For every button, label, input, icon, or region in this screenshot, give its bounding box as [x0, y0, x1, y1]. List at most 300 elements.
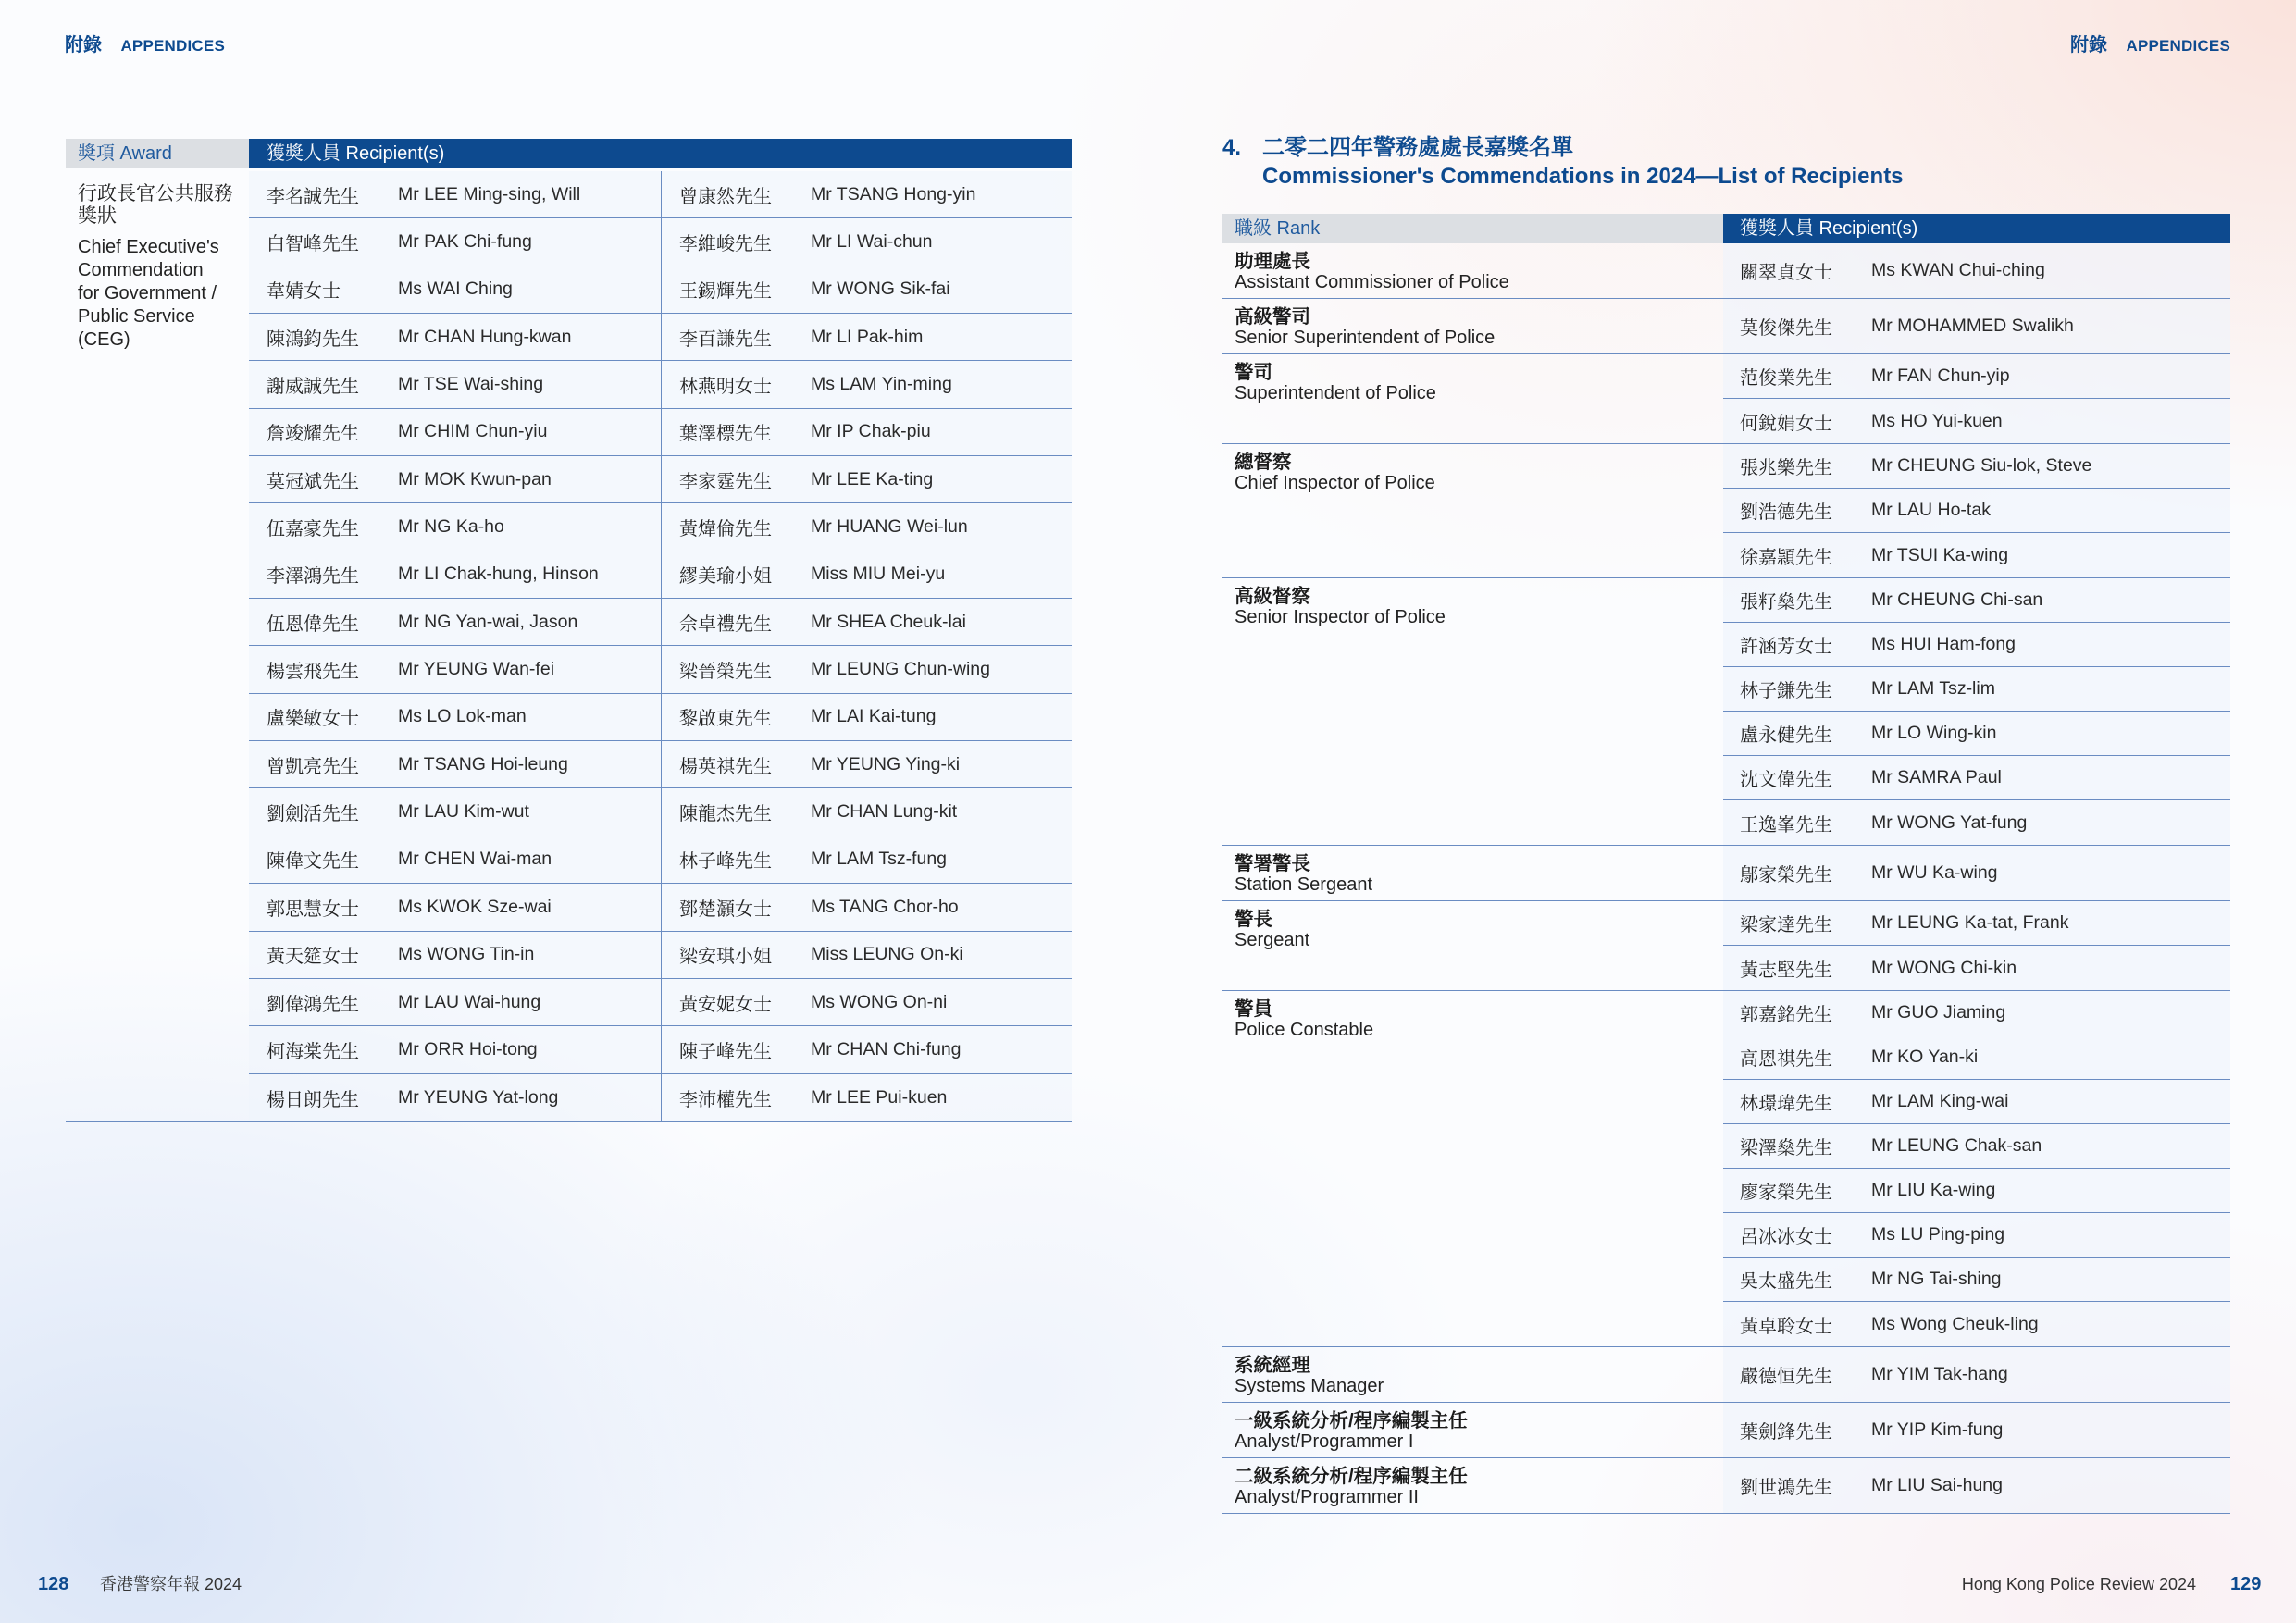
recipient-cell: [249, 551, 662, 598]
recipient-row: [249, 218, 1072, 266]
recipient-row: [1723, 1458, 2230, 1513]
recipient-cell: [249, 932, 662, 978]
recipient-name-en: Mr LIU Sai-hung: [1871, 1475, 2003, 1495]
right-page: [1148, 0, 2296, 1623]
recipient-name-zh: 張籽燊先生: [1740, 592, 1832, 613]
recipient-name-en: Ms LAM Yin-ming: [811, 374, 952, 395]
recipient-name-zh: 李沛權先生: [679, 1089, 772, 1110]
recipient-row: [1723, 1035, 2230, 1080]
recipient-name-en: Mr ORR Hoi-tong: [398, 1038, 538, 1059]
recipient-name-en: Ms TANG Chor-ho: [811, 896, 959, 917]
rank-name-zh: 高級督察: [1235, 585, 1310, 607]
recipient-name-en: Mr LEE Ming-sing, Will: [398, 183, 581, 204]
recipient-name-en: Mr LAM Tsz-lim: [1871, 678, 1995, 699]
recipient-row: [1723, 991, 2230, 1035]
recipient-cell: [662, 266, 1072, 313]
recipient-name-zh: 黃卓聆女士: [1740, 1316, 1832, 1337]
recipient-name-en: Mr SAMRA Paul: [1871, 767, 2002, 787]
recipient-row: [249, 788, 1072, 836]
recipient-name-en: Mr PAK Chi-fung: [398, 231, 532, 253]
recipient-row: [1723, 399, 2230, 443]
recipient-row: [249, 836, 1072, 884]
recipients-column-header: 獲獎人員 Recipient(s): [1723, 214, 2230, 243]
recipient-row: [1723, 1302, 2230, 1346]
header-appendices-zh: 附錄: [2070, 35, 2108, 56]
recipient-name-zh: 盧樂敏女士: [267, 709, 359, 730]
recipient-row: [1723, 444, 2230, 489]
recipient-row: [249, 1026, 1072, 1073]
rank-group: [1222, 1403, 2230, 1458]
recipient-name-zh: 李百謙先生: [679, 328, 772, 350]
recipient-name-zh: 梁安琪小姐: [679, 947, 772, 968]
recipient-name-zh: 郭思慧女士: [267, 898, 359, 920]
recipient-name-zh: 范俊業先生: [1740, 368, 1832, 389]
recipient-name-zh: 曾康然先生: [679, 186, 772, 207]
header-appendices-en: APPENDICES: [120, 37, 225, 55]
table-header: [1222, 214, 2230, 243]
recipient-rows: [249, 171, 1072, 1121]
recipient-row: [249, 266, 1072, 314]
recipients-cell: [1723, 444, 2230, 577]
rank-name-en: Analyst/Programmer I: [1235, 1431, 1414, 1452]
rank-group: [1222, 444, 2230, 578]
rank-group: [1222, 1458, 2230, 1514]
recipient-cell: [662, 884, 1072, 930]
recipient-name-en: Miss MIU Mei-yu: [811, 564, 946, 585]
rank-group: [1222, 299, 2230, 354]
recipient-name-en: Mr WONG Yat-fung: [1871, 812, 2028, 833]
recipient-name-en: Ms HO Yui-kuen: [1871, 410, 2003, 431]
recipients-column-header: 獲獎人員 Recipient(s): [249, 139, 1072, 168]
recipient-cell: [249, 599, 662, 645]
recipient-name-en: Mr TSE Wai-shing: [398, 374, 544, 395]
recipient-row: [1723, 1403, 2230, 1457]
recipient-cell: [662, 788, 1072, 835]
recipient-row: [1723, 1213, 2230, 1258]
recipient-name-en: Mr CHAN Hung-kwan: [398, 326, 572, 347]
rank-name-en: Analyst/Programmer II: [1235, 1486, 1419, 1507]
recipient-name-zh: 林子鎌先生: [1740, 681, 1832, 701]
recipient-cell: [249, 884, 662, 930]
recipient-row: [249, 503, 1072, 551]
rank-group: [1222, 243, 2230, 299]
recipient-row: [249, 741, 1072, 788]
rank-group: [1222, 578, 2230, 846]
recipient-name-zh: 張兆樂先生: [1740, 458, 1832, 478]
recipient-name-en: Mr WONG Sik-fai: [811, 279, 950, 300]
recipient-name-en: Mr LI Pak-him: [811, 326, 924, 347]
recipient-name-en: Mr CHEUNG Chi-san: [1871, 589, 2043, 610]
recipient-name-zh: 伍恩偉先生: [267, 613, 359, 635]
rank-group: [1222, 901, 2230, 991]
recipient-name-zh: 李家霆先生: [679, 471, 772, 492]
recipient-cell: [249, 788, 662, 835]
section-title-en: Commissioner's Commendations in 2024—List of Recipients: [1262, 164, 1904, 189]
recipient-name-en: Ms KWOK Sze-wai: [398, 896, 552, 917]
rank-name-zh: 系統經理: [1235, 1354, 1310, 1376]
recipient-name-en: Miss LEUNG On-ki: [811, 944, 963, 965]
header-appendices-zh: 附錄: [65, 35, 102, 56]
award-name-en: [78, 236, 249, 352]
page-number: 129: [2230, 1574, 2262, 1594]
recipient-name-zh: 伍嘉豪先生: [267, 519, 359, 540]
recipient-name-zh: 劉偉鴻先生: [267, 994, 359, 1015]
running-header: [2070, 33, 2230, 59]
recipient-cell: [662, 409, 1072, 455]
recipient-name-en: Mr LEE Pui-kuen: [811, 1086, 948, 1108]
rank-name-en: Chief Inspector of Police: [1235, 472, 1435, 493]
recipient-row: [1723, 299, 2230, 353]
recipient-name-en: Ms KWAN Chui-ching: [1871, 260, 2045, 280]
award-recipients-table: [66, 139, 1072, 1122]
recipient-name-zh: 柯海棠先生: [267, 1041, 359, 1062]
rank-name-en: Senior Inspector of Police: [1235, 606, 1446, 627]
table-body: [1222, 243, 2230, 1514]
recipient-name-en: Mr TSANG Hoi-leung: [398, 753, 568, 774]
rank-group: [1222, 991, 2230, 1347]
recipient-name-en: Mr LAU Wai-hung: [398, 991, 541, 1012]
recipient-name-en: Mr LIU Ka-wing: [1871, 1180, 1996, 1200]
award-name-en-line: (CEG): [78, 328, 130, 350]
recipient-cell: [662, 456, 1072, 502]
recipient-name-zh: 謝威誠先生: [267, 377, 359, 398]
recipient-cell: [249, 218, 662, 265]
recipient-name-zh: 黃安妮女士: [679, 994, 772, 1015]
recipient-row: [249, 551, 1072, 599]
recipient-row: [1723, 901, 2230, 946]
recipient-name-en: Mr NG Yan-wai, Jason: [398, 611, 578, 632]
recipient-row: [249, 979, 1072, 1026]
rank-group: [1222, 354, 2230, 444]
recipient-name-en: Mr KO Yan-ki: [1871, 1047, 1979, 1067]
recipient-name-en: Mr LAM Tsz-fung: [811, 849, 948, 870]
recipient-name-zh: 黎啟東先生: [679, 709, 772, 730]
recipient-name-zh: 關翠貞女士: [1740, 263, 1832, 283]
recipient-name-en: Mr LI Chak-hung, Hinson: [398, 564, 599, 585]
recipient-row: [1723, 800, 2230, 845]
award-name-en-line: for Government /: [78, 282, 217, 304]
page-number: 128: [38, 1574, 69, 1594]
recipient-cell: [249, 979, 662, 1025]
recipient-cell: [662, 646, 1072, 692]
rank-group: [1222, 846, 2230, 901]
recipient-name-en: Mr LEUNG Chun-wing: [811, 659, 990, 680]
recipient-row: [1723, 1258, 2230, 1302]
recipient-cell: [249, 409, 662, 455]
recipient-name-zh: 佘卓禮先生: [679, 613, 772, 635]
recipient-row: [1723, 354, 2230, 399]
recipient-cell: [249, 503, 662, 550]
recipients-cell: [1723, 991, 2230, 1346]
rank-cell: [1222, 1458, 1723, 1513]
recipient-name-zh: 劉浩德先生: [1740, 502, 1832, 523]
recipients-cell: [1723, 846, 2230, 900]
recipient-row: [249, 646, 1072, 693]
recipient-row: [1723, 623, 2230, 667]
rank-name-zh: 總督察: [1235, 451, 1292, 473]
recipient-cell: [662, 836, 1072, 883]
recipient-name-en: Ms Wong Cheuk-ling: [1871, 1313, 2039, 1334]
recipients-cell: [1723, 1458, 2230, 1513]
section-title: [1262, 133, 1904, 191]
recipient-name-zh: 何銳娟女士: [1740, 413, 1832, 434]
recipient-row: [249, 171, 1072, 218]
recipient-name-zh: 李維峻先生: [679, 234, 772, 255]
recipient-cell: [662, 694, 1072, 740]
recipient-name-zh: 葉澤標先生: [679, 424, 772, 445]
recipient-cell: [662, 171, 1072, 217]
recipient-name-en: Mr LAU Ho-tak: [1871, 500, 1991, 520]
award-name-zh-line: 獎狀: [78, 205, 117, 227]
recipient-name-zh: 李澤鴻先生: [267, 566, 359, 588]
rank-cell: [1222, 1403, 1723, 1457]
recipient-name-zh: 白智峰先生: [267, 234, 359, 255]
recipient-cell: [662, 314, 1072, 360]
recipient-cell: [662, 503, 1072, 550]
recipient-name-en: Mr IP Chak-piu: [811, 421, 931, 442]
recipient-name-en: Mr YIM Tak-hang: [1871, 1364, 2008, 1384]
recipient-name-zh: 繆美瑜小姐: [679, 566, 772, 588]
recipient-name-zh: 劉世鴻先生: [1740, 1478, 1832, 1498]
recipient-cell: [249, 836, 662, 883]
recipient-cell: [662, 1074, 1072, 1121]
recipients-cell: [1723, 578, 2230, 845]
recipient-name-en: Mr FAN Chun-yip: [1871, 365, 2010, 386]
recipient-name-zh: 葉劍鋒先生: [1740, 1422, 1832, 1443]
recipients-cell: [1723, 243, 2230, 298]
recipient-cell: [662, 1026, 1072, 1072]
recipient-cell: [249, 314, 662, 360]
recipient-name-en: Mr SHEA Cheuk-lai: [811, 611, 966, 632]
recipient-row: [249, 314, 1072, 361]
award-name-en-line: Public Service: [78, 305, 195, 327]
rank-cell: [1222, 901, 1723, 990]
publication-title: Hong Kong Police Review 2024: [1961, 1575, 2196, 1593]
rank-name-en: Assistant Commissioner of Police: [1235, 271, 1509, 292]
recipient-name-en: Mr LEUNG Ka-tat, Frank: [1871, 912, 2069, 933]
recipient-name-en: Mr WU Ka-wing: [1871, 862, 1998, 883]
award-cell: [66, 171, 249, 1121]
recipient-name-en: Mr YEUNG Ying-ki: [811, 753, 961, 774]
rank-cell: [1222, 299, 1723, 353]
recipient-cell: [662, 741, 1072, 787]
section-heading: [1222, 133, 1904, 191]
rank-name-zh: 高級警司: [1235, 305, 1310, 328]
recipient-name-zh: 莫冠斌先生: [267, 471, 359, 492]
recipients-cell: [1723, 1347, 2230, 1402]
recipient-cell: [249, 646, 662, 692]
recipient-name-en: Mr NG Ka-ho: [398, 516, 504, 538]
rank-cell: [1222, 243, 1723, 298]
recipient-cell: [662, 361, 1072, 407]
recipient-cell: [249, 741, 662, 787]
award-name-en-line: Commendation: [78, 259, 204, 280]
recipient-row: [1723, 756, 2230, 800]
recipient-name-en: Mr LEE Ka-ting: [811, 468, 934, 489]
recipient-name-en: Mr GUO Jiaming: [1871, 1002, 2006, 1022]
recipient-cell: [662, 932, 1072, 978]
recipient-name-zh: 楊英祺先生: [679, 756, 772, 777]
rank-name-zh: 二級系統分析/程序編製主任: [1235, 1465, 1468, 1487]
recipient-cell: [249, 456, 662, 502]
recipient-name-zh: 許涵芳女士: [1740, 637, 1832, 657]
award-name-zh: [78, 183, 249, 228]
recipient-row: [1723, 578, 2230, 623]
recipient-name-en: Ms WAI Ching: [398, 279, 513, 300]
rank-cell: [1222, 1347, 1723, 1402]
recipient-name-zh: 陳鴻鈞先生: [267, 328, 359, 350]
recipient-name-zh: 林璟瑋先生: [1740, 1094, 1832, 1114]
recipient-row: [249, 1074, 1072, 1121]
recipient-name-zh: 高恩祺先生: [1740, 1049, 1832, 1070]
rank-name-en: Superintendent of Police: [1235, 382, 1436, 403]
header-appendices-en: APPENDICES: [2126, 37, 2230, 55]
recipient-name-zh: 林子峰先生: [679, 851, 772, 873]
recipient-name-zh: 曾凱亮先生: [267, 756, 359, 777]
rank-cell: [1222, 444, 1723, 577]
recipient-row: [1723, 1169, 2230, 1213]
table-body: [66, 171, 1072, 1122]
rank-name-zh: 助理處長: [1235, 250, 1310, 272]
recipient-name-en: Mr CHAN Chi-fung: [811, 1038, 962, 1059]
rank-name-zh: 一級系統分析/程序編製主任: [1235, 1409, 1468, 1431]
recipient-name-zh: 王逸峯先生: [1740, 814, 1832, 836]
recipient-name-en: Mr TSUI Ka-wing: [1871, 544, 2009, 565]
rank-name-zh: 警長: [1235, 908, 1272, 930]
rank-cell: [1222, 991, 1723, 1346]
recipient-name-zh: 盧永健先生: [1740, 725, 1832, 746]
recipient-name-zh: 黃煒倫先生: [679, 519, 772, 540]
rank-name-en: Sergeant: [1235, 929, 1310, 950]
recipient-name-en: Mr YIP Kim-fung: [1871, 1419, 2004, 1440]
section-number: 4.: [1222, 135, 1242, 160]
recipient-name-en: Mr LI Wai-chun: [811, 231, 933, 253]
recipient-cell: [249, 1026, 662, 1072]
rank-name-zh: 警司: [1235, 361, 1272, 383]
award-name-en-line: Chief Executive's: [78, 236, 219, 257]
recipient-name-en: Mr NG Tai-shing: [1871, 1269, 2002, 1289]
recipient-row: [249, 456, 1072, 503]
recipient-name-zh: 陳偉文先生: [267, 851, 359, 873]
rank-name-en: Senior Superintendent of Police: [1235, 327, 1496, 348]
recipient-name-zh: 楊雲飛先生: [267, 662, 359, 683]
recipient-name-en: Mr CHEUNG Siu-lok, Steve: [1871, 455, 2092, 476]
recipient-row: [249, 932, 1072, 979]
recipient-name-en: Ms LO Lok-man: [398, 706, 527, 727]
recipient-name-zh: 韋婧女士: [267, 281, 341, 303]
recipients-cell: [1723, 354, 2230, 443]
recipient-name-zh: 莫俊傑先生: [1740, 318, 1832, 339]
recipient-cell: [249, 171, 662, 217]
recipient-row: [249, 409, 1072, 456]
rank-name-en: Systems Manager: [1235, 1375, 1384, 1396]
rank-cell: [1222, 846, 1723, 900]
recipient-name-en: Mr CHAN Lung-kit: [811, 801, 958, 823]
award-column-header: 獎項 Award: [66, 139, 249, 168]
rank-name-en: Station Sergeant: [1235, 873, 1372, 895]
recipient-name-en: Ms HUI Ham-fong: [1871, 634, 2017, 654]
commendations-table: [1222, 214, 2230, 1514]
recipient-cell: [662, 979, 1072, 1025]
recipients-cell: [1723, 299, 2230, 353]
recipient-row: [1723, 1347, 2230, 1402]
recipient-name-zh: 王錫輝先生: [679, 281, 772, 303]
recipient-name-zh: 李名誠先生: [267, 186, 359, 207]
recipient-cell: [662, 599, 1072, 645]
recipient-name-en: Mr WONG Chi-kin: [1871, 957, 2017, 978]
recipient-row: [1723, 1080, 2230, 1124]
table-header: [66, 139, 1072, 168]
recipient-cell: [662, 218, 1072, 265]
recipient-cell: [249, 694, 662, 740]
recipient-row: [1723, 667, 2230, 712]
rank-column-header: 職級 Rank: [1222, 214, 1723, 243]
recipient-row: [1723, 712, 2230, 756]
recipient-name-en: Mr YEUNG Yat-long: [398, 1086, 559, 1108]
recipient-cell: [249, 1074, 662, 1121]
recipient-name-en: Mr MOHAMMED Swalikh: [1871, 316, 2074, 336]
recipient-name-en: Ms LU Ping-ping: [1871, 1224, 2005, 1245]
recipient-name-zh: 陳子峰先生: [679, 1041, 772, 1062]
section-title-zh: 二零二四年警務處處長嘉獎名單: [1262, 135, 1573, 160]
recipient-name-zh: 徐嘉頴先生: [1740, 547, 1832, 568]
recipient-row: [1723, 846, 2230, 900]
recipient-name-en: Mr LEUNG Chak-san: [1871, 1135, 2042, 1156]
recipient-name-zh: 郭嘉銘先生: [1740, 1005, 1832, 1025]
recipient-name-zh: 鄔家榮先生: [1740, 865, 1832, 886]
recipient-name-en: Mr YEUNG Wan-fei: [398, 659, 555, 680]
recipient-cell: [249, 361, 662, 407]
recipient-name-zh: 呂冰冰女士: [1740, 1227, 1832, 1247]
recipient-name-zh: 劉劍活先生: [267, 804, 359, 825]
recipient-cell: [249, 266, 662, 313]
running-header: [65, 33, 225, 59]
award-name-zh-line: 行政長官公共服務: [78, 183, 233, 204]
recipient-name-en: Ms WONG On-ni: [811, 991, 948, 1012]
recipient-name-zh: 陳龍杰先生: [679, 804, 772, 825]
recipient-row: [249, 361, 1072, 408]
recipient-name-en: Mr TSANG Hong-yin: [811, 183, 976, 204]
recipient-name-zh: 沈文偉先生: [1740, 770, 1832, 790]
recipient-name-en: Mr HUANG Wei-lun: [811, 516, 968, 538]
recipient-name-zh: 楊日朗先生: [267, 1089, 359, 1110]
recipient-name-zh: 林燕明女士: [679, 377, 772, 398]
recipient-name-en: Ms WONG Tin-in: [398, 944, 535, 965]
recipients-cell: [1723, 1403, 2230, 1457]
rank-cell: [1222, 354, 1723, 443]
recipient-name-en: Mr CHEN Wai-man: [398, 849, 552, 870]
recipient-row: [1723, 946, 2230, 990]
rank-cell: [1222, 578, 1723, 845]
rank-name-zh: 警員: [1235, 997, 1272, 1020]
recipient-name-zh: 梁晉榮先生: [679, 662, 772, 683]
rank-group: [1222, 1347, 2230, 1403]
recipient-row: [1723, 243, 2230, 298]
recipient-row: [1723, 489, 2230, 533]
recipient-name-zh: 梁家達先生: [1740, 915, 1832, 935]
recipient-name-zh: 吳太盛先生: [1740, 1271, 1832, 1292]
recipient-row: [1723, 533, 2230, 577]
recipient-name-en: Mr LAM King-wai: [1871, 1091, 2009, 1111]
recipient-name-zh: 黃天筵女士: [267, 947, 359, 968]
recipient-row: [249, 599, 1072, 646]
recipient-name-zh: 嚴德恒先生: [1740, 1367, 1832, 1387]
recipient-name-zh: 梁澤燊先生: [1740, 1138, 1832, 1158]
recipient-row: [249, 884, 1072, 931]
recipient-name-en: Mr LO Wing-kin: [1871, 723, 1997, 743]
recipient-name-zh: 鄧楚灝女士: [679, 898, 772, 920]
recipient-row: [1723, 1124, 2230, 1169]
